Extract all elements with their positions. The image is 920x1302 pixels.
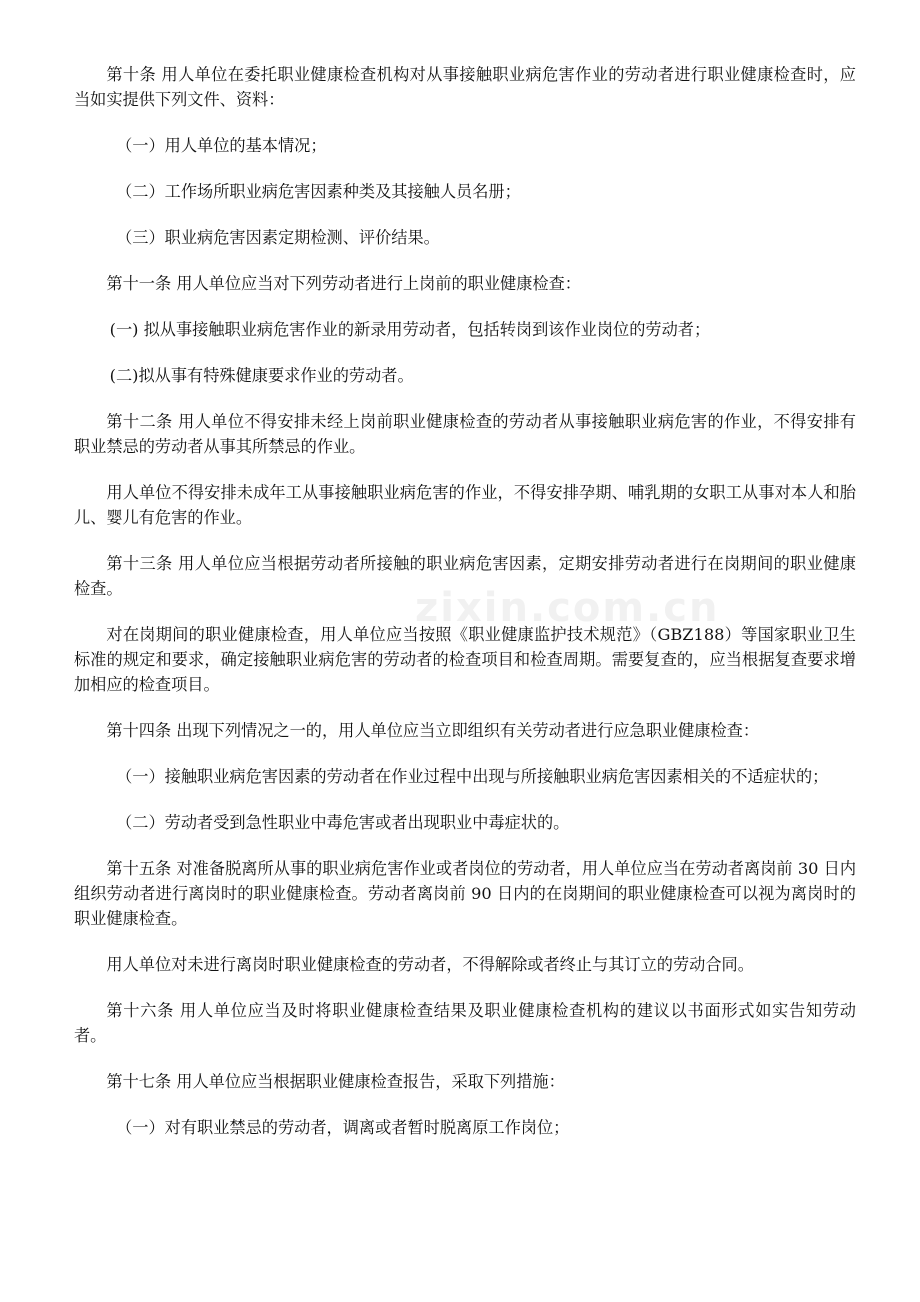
list-item: （一）接触职业病危害因素的劳动者在作业过程中出现与所接触职业病危害因素相关的不适症状的； (116, 767, 829, 786)
list-item: （一）用人单位的基本情况； (116, 136, 327, 155)
paragraph: 用人单位对未进行离岗时职业健康检查的劳动者，不得解除或者终止与其订立的劳动合同。 (106, 955, 754, 974)
paragraph: 对在岗期间的职业健康检查，用人单位应当按照《职业健康监护技术规范》（GBZ188）等国家职业卫生标准的规定和要求，确定接触职业病危害的劳动者的检查项目和检查周期。需要复查的，应当根据复查要求增加相应的检查项目。 (74, 625, 856, 694)
paragraph-article-16: 第十六条 用人单位应当及时将职业健康检查结果及职业健康检查机构的建议以书面形式如实告知劳动者。 (74, 1001, 856, 1045)
list-item: （二）劳动者受到急性职业中毒危害或者出现职业中毒症状的。 (116, 813, 570, 832)
paragraph-article-13: 第十三条 用人单位应当根据劳动者所接触的职业病危害因素，定期安排劳动者进行在岗期间的职业健康检查。 (74, 554, 856, 598)
paragraph-article-11: 第十一条 用人单位应当对下列劳动者进行上岗前的职业健康检查： (106, 274, 581, 293)
watermark: zixin.com.cn (415, 585, 720, 631)
paragraph-article-10: 第十条 用人单位在委托职业健康检查机构对从事接触职业病危害作业的劳动者进行职业健康检查时，应当如实提供下列文件、资料： (74, 65, 856, 109)
list-item: (二)拟从事有特殊健康要求作业的劳动者。 (109, 366, 414, 385)
paragraph-article-14: 第十四条 出现下列情况之一的，用人单位应当立即组织有关劳动者进行应急职业健康检查： (106, 721, 760, 740)
list-item: (一) 拟从事接触职业病危害作业的新录用劳动者，包括转岗到该作业岗位的劳动者； (109, 320, 711, 339)
paragraph-article-15: 第十五条 对准备脱离所从事的职业病危害作业或者岗位的劳动者，用人单位应当在劳动者离岗前 30 日内组织劳动者进行离岗时的职业健康检查。劳动者离岗前 90 日内的在岗期间的职业健康检查可以视为离岗时的职业健康检查。 (74, 859, 856, 928)
paragraph-article-12: 第十二条 用人单位不得安排未经上岗前职业健康检查的劳动者从事接触职业病危害的作业，不得安排有职业禁忌的劳动者从事其所禁忌的作业。 (74, 412, 856, 456)
paragraph-article-17: 第十七条 用人单位应当根据职业健康检查报告，采取下列措施： (106, 1072, 565, 1091)
list-item: （二）工作场所职业病危害因素种类及其接触人员名册； (116, 182, 521, 201)
document-body (74, 62, 856, 1161)
list-item: （一）对有职业禁忌的劳动者，调离或者暂时脱离原工作岗位； (116, 1118, 570, 1137)
paragraph: 用人单位不得安排未成年工从事接触职业病危害的作业，不得安排孕期、哺乳期的女职工从事对本人和胎儿、婴儿有危害的作业。 (74, 483, 856, 527)
list-item: （三）职业病危害因素定期检测、评价结果。 (116, 228, 440, 247)
